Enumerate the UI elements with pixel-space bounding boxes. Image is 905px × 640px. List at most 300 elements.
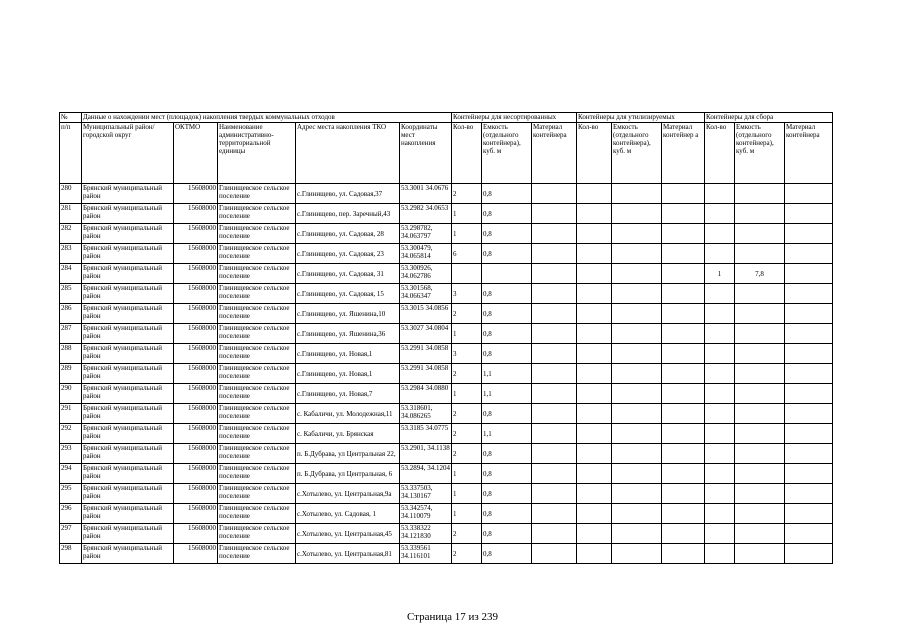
cell-settlement: Глинищевское сельское поселение xyxy=(218,324,296,344)
cell-qty-recycle xyxy=(577,424,612,444)
table-row xyxy=(60,264,833,284)
cell-oktmo: 15608000 xyxy=(174,304,218,324)
cell-qty-collect xyxy=(705,464,735,484)
header-group-location: Данные о нахождении мест (площадок) накопления твердых коммунальных отходов xyxy=(82,113,452,123)
cell-capacity-recycle xyxy=(612,344,662,364)
cell-coordinates: 53.338322 34.121830 xyxy=(400,524,452,544)
cell-capacity-recycle xyxy=(612,484,662,504)
cell-material-recycle xyxy=(662,284,705,304)
cell-coordinates: 53.300479, 34.065814 xyxy=(400,244,452,264)
cell-material-recycle xyxy=(662,244,705,264)
cell-row-number: 295 xyxy=(60,484,82,504)
table-row xyxy=(60,344,833,364)
cell-material-unsorted xyxy=(532,544,577,564)
table-row xyxy=(60,244,833,264)
cell-district: Брянский муниципальный район xyxy=(82,404,174,424)
cell-capacity-unsorted: 0,8 xyxy=(482,204,532,224)
cell-capacity-recycle xyxy=(612,224,662,244)
table-row xyxy=(60,324,833,344)
cell-qty-collect xyxy=(705,344,735,364)
cell-capacity-unsorted: 0,8 xyxy=(482,524,532,544)
cell-row-number: 285 xyxy=(60,284,82,304)
cell-settlement: Глинищевское сельское поселение xyxy=(218,464,296,484)
cell-address: с.Глинищево, ул. Садовая, 15 xyxy=(296,284,400,304)
cell-qty-unsorted: 1 xyxy=(452,324,482,344)
table-row xyxy=(60,544,833,564)
cell-district: Брянский муниципальный район xyxy=(82,324,174,344)
cell-qty-recycle xyxy=(577,544,612,564)
cell-capacity-unsorted: 0,8 xyxy=(482,444,532,464)
cell-material-unsorted xyxy=(532,504,577,524)
cell-material-collect xyxy=(785,184,833,204)
cell-address: с.Глинищево, ул. Новая,1 xyxy=(296,344,400,364)
cell-settlement: Глинищевское сельское поселение xyxy=(218,264,296,284)
cell-material-collect xyxy=(785,464,833,484)
cell-capacity-unsorted: 0,8 xyxy=(482,544,532,564)
cell-capacity-unsorted: 0,8 xyxy=(482,404,532,424)
cell-oktmo: 15608000 xyxy=(174,224,218,244)
cell-district: Брянский муниципальный район xyxy=(82,284,174,304)
cell-coordinates: 53.342574, 34.110079 xyxy=(400,504,452,524)
cell-address: с.Глинищево, ул. Садовая, 23 xyxy=(296,244,400,264)
cell-capacity-collect xyxy=(735,184,785,204)
cell-material-unsorted xyxy=(532,264,577,284)
table-row xyxy=(60,364,833,384)
cell-qty-collect xyxy=(705,204,735,224)
cell-qty-collect xyxy=(705,444,735,464)
cell-row-number: 283 xyxy=(60,244,82,264)
cell-address: п. Б.Дубрава, ул Центральная, 6 xyxy=(296,464,400,484)
cell-row-number: 288 xyxy=(60,344,82,364)
cell-qty-recycle xyxy=(577,524,612,544)
cell-qty-recycle xyxy=(577,204,612,224)
cell-material-collect xyxy=(785,404,833,424)
cell-settlement: Глинищевское сельское поселение xyxy=(218,544,296,564)
cell-capacity-collect xyxy=(735,524,785,544)
cell-qty-collect xyxy=(705,504,735,524)
table-row xyxy=(60,484,833,504)
cell-address: с.Хотылево, ул. Садовая, 1 xyxy=(296,504,400,524)
header-material-recycle: Материал контейнер а xyxy=(662,123,705,184)
header-qty-recycle: Кол-во xyxy=(577,123,612,184)
cell-qty-recycle xyxy=(577,324,612,344)
cell-qty-recycle xyxy=(577,384,612,404)
cell-qty-recycle xyxy=(577,344,612,364)
cell-coordinates: 53.339561 34.116101 xyxy=(400,544,452,564)
table-row xyxy=(60,504,833,524)
cell-district: Брянский муниципальный район xyxy=(82,524,174,544)
cell-qty-unsorted: 2 xyxy=(452,524,482,544)
cell-capacity-collect xyxy=(735,404,785,424)
cell-material-unsorted xyxy=(532,204,577,224)
header-group-recycle: Контейнеры для утилизируемых xyxy=(577,113,705,123)
cell-material-recycle xyxy=(662,364,705,384)
header-settlement: Наименование административно-территориальной единицы xyxy=(218,123,296,184)
cell-material-unsorted xyxy=(532,424,577,444)
cell-coordinates: 53.2984 34.0880 xyxy=(400,384,452,404)
cell-capacity-recycle xyxy=(612,304,662,324)
cell-row-number: 298 xyxy=(60,544,82,564)
cell-address: с. Кабаличи, ул. Молодежная,11 xyxy=(296,404,400,424)
cell-oktmo: 15608000 xyxy=(174,544,218,564)
header-pp: п/п xyxy=(60,123,82,184)
cell-qty-collect xyxy=(705,324,735,344)
cell-capacity-recycle xyxy=(612,244,662,264)
cell-material-collect xyxy=(785,204,833,224)
cell-row-number: 291 xyxy=(60,404,82,424)
header-group-unsorted: Контейнеры для несортированных xyxy=(452,113,577,123)
cell-material-recycle xyxy=(662,544,705,564)
cell-material-collect xyxy=(785,524,833,544)
header-qty-collect: Кол-во xyxy=(705,123,735,184)
table-row xyxy=(60,424,833,444)
cell-address: с.Хотылево, ул. Центральная,9а xyxy=(296,484,400,504)
cell-row-number: 294 xyxy=(60,464,82,484)
cell-material-unsorted xyxy=(532,404,577,424)
cell-qty-collect xyxy=(705,424,735,444)
cell-qty-unsorted: 2 xyxy=(452,444,482,464)
cell-oktmo: 15608000 xyxy=(174,364,218,384)
cell-address: с.Глинищево, ул. Новая,7 xyxy=(296,384,400,404)
cell-capacity-recycle xyxy=(612,364,662,384)
cell-row-number: 289 xyxy=(60,364,82,384)
cell-material-collect xyxy=(785,324,833,344)
cell-settlement: Глинищевское сельское поселение xyxy=(218,484,296,504)
cell-address: с.Глинищево, ул. Яшенина,36 xyxy=(296,324,400,344)
cell-capacity-recycle xyxy=(612,544,662,564)
cell-qty-unsorted: 3 xyxy=(452,344,482,364)
cell-coordinates: 53.2894, 34.1204 xyxy=(400,464,452,484)
cell-qty-unsorted: 1 xyxy=(452,504,482,524)
cell-qty-recycle xyxy=(577,244,612,264)
cell-qty-recycle xyxy=(577,504,612,524)
cell-oktmo: 15608000 xyxy=(174,244,218,264)
cell-material-collect xyxy=(785,364,833,384)
table-row xyxy=(60,224,833,244)
cell-oktmo: 15608000 xyxy=(174,384,218,404)
cell-capacity-collect xyxy=(735,304,785,324)
cell-capacity-collect xyxy=(735,424,785,444)
cell-coordinates: 53.318601, 34.086265 xyxy=(400,404,452,424)
cell-qty-unsorted: 3 xyxy=(452,284,482,304)
cell-row-number: 292 xyxy=(60,424,82,444)
cell-qty-recycle xyxy=(577,224,612,244)
cell-settlement: Глинищевское сельское поселение xyxy=(218,304,296,324)
cell-material-recycle xyxy=(662,524,705,544)
cell-oktmo: 15608000 xyxy=(174,404,218,424)
cell-address: с. Кабаличи, ул. Брянская xyxy=(296,424,400,444)
cell-qty-recycle xyxy=(577,404,612,424)
cell-row-number: 287 xyxy=(60,324,82,344)
cell-capacity-recycle xyxy=(612,284,662,304)
cell-capacity-recycle xyxy=(612,444,662,464)
cell-row-number: 284 xyxy=(60,264,82,284)
cell-coordinates: 53.301568, 34.066347 xyxy=(400,284,452,304)
cell-coordinates: 53.337503, 34.130167 xyxy=(400,484,452,504)
cell-capacity-collect xyxy=(735,344,785,364)
header-material-collect: Материал контейнера xyxy=(785,123,833,184)
cell-qty-unsorted: 6 xyxy=(452,244,482,264)
cell-qty-unsorted: 2 xyxy=(452,364,482,384)
cell-address: с.Глинищево, пер. Заречный,43 xyxy=(296,204,400,224)
cell-district: Брянский муниципальный район xyxy=(82,184,174,204)
cell-oktmo: 15608000 xyxy=(174,204,218,224)
cell-qty-collect xyxy=(705,244,735,264)
table-row xyxy=(60,524,833,544)
cell-settlement: Глинищевское сельское поселение xyxy=(218,364,296,384)
cell-capacity-collect xyxy=(735,364,785,384)
header-material-unsorted: Материал контейнера xyxy=(532,123,577,184)
cell-qty-recycle xyxy=(577,484,612,504)
cell-district: Брянский муниципальный район xyxy=(82,304,174,324)
cell-capacity-unsorted: 1,1 xyxy=(482,364,532,384)
header-row-columns xyxy=(60,123,833,184)
cell-oktmo: 15608000 xyxy=(174,444,218,464)
page-counter: Страница 17 из 239 xyxy=(406,611,499,623)
cell-material-unsorted xyxy=(532,244,577,264)
cell-qty-collect xyxy=(705,544,735,564)
header-no: № xyxy=(60,113,82,123)
cell-capacity-unsorted: 0,8 xyxy=(482,344,532,364)
cell-settlement: Глинищевское сельское поселение xyxy=(218,184,296,204)
cell-oktmo: 15608000 xyxy=(174,284,218,304)
cell-qty-collect: 1 xyxy=(705,264,735,284)
cell-capacity-unsorted: 1,1 xyxy=(482,384,532,404)
cell-capacity-unsorted: 0,8 xyxy=(482,504,532,524)
cell-qty-unsorted: 1 xyxy=(452,224,482,244)
cell-qty-unsorted: 2 xyxy=(452,544,482,564)
cell-row-number: 286 xyxy=(60,304,82,324)
cell-qty-collect xyxy=(705,484,735,504)
table-row xyxy=(60,284,833,304)
cell-district: Брянский муниципальный район xyxy=(82,464,174,484)
cell-capacity-recycle xyxy=(612,264,662,284)
cell-address: с.Глинищево, ул. Новая,1 xyxy=(296,364,400,384)
cell-material-collect xyxy=(785,264,833,284)
cell-settlement: Глинищевское сельское поселение xyxy=(218,204,296,224)
cell-material-recycle xyxy=(662,484,705,504)
cell-address: с.Глинищево, ул. Садовая,37 xyxy=(296,184,400,204)
cell-material-collect xyxy=(785,244,833,264)
cell-qty-collect xyxy=(705,384,735,404)
cell-capacity-unsorted: 0,8 xyxy=(482,484,532,504)
cell-district: Брянский муниципальный район xyxy=(82,204,174,224)
cell-material-collect xyxy=(785,504,833,524)
cell-qty-collect xyxy=(705,364,735,384)
cell-qty-recycle xyxy=(577,264,612,284)
cell-oktmo: 15608000 xyxy=(174,324,218,344)
cell-capacity-recycle xyxy=(612,204,662,224)
cell-district: Брянский муниципальный район xyxy=(82,364,174,384)
cell-qty-collect xyxy=(705,404,735,424)
cell-qty-unsorted: 1 xyxy=(452,384,482,404)
cell-capacity-unsorted: 0,8 xyxy=(482,324,532,344)
cell-qty-unsorted: 1 xyxy=(452,464,482,484)
cell-capacity-collect xyxy=(735,504,785,524)
cell-qty-recycle xyxy=(577,464,612,484)
header-address: Адрес места накопления ТКО xyxy=(296,123,400,184)
cell-capacity-collect xyxy=(735,244,785,264)
cell-coordinates: 53.2982 34.0653 xyxy=(400,204,452,224)
cell-material-recycle xyxy=(662,304,705,324)
cell-capacity-unsorted xyxy=(482,264,532,284)
cell-district: Брянский муниципальный район xyxy=(82,224,174,244)
cell-settlement: Глинищевское сельское поселение xyxy=(218,284,296,304)
cell-capacity-collect: 7,8 xyxy=(735,264,785,284)
cell-settlement: Глинищевское сельское поселение xyxy=(218,524,296,544)
cell-row-number: 296 xyxy=(60,504,82,524)
cell-material-recycle xyxy=(662,384,705,404)
cell-material-unsorted xyxy=(532,524,577,544)
cell-qty-recycle xyxy=(577,304,612,324)
cell-qty-collect xyxy=(705,304,735,324)
cell-district: Брянский муниципальный район xyxy=(82,444,174,464)
cell-material-unsorted xyxy=(532,224,577,244)
cell-row-number: 281 xyxy=(60,204,82,224)
cell-capacity-collect xyxy=(735,324,785,344)
cell-settlement: Глинищевское сельское поселение xyxy=(218,224,296,244)
cell-capacity-recycle xyxy=(612,404,662,424)
header-coords: Координаты мест накопления xyxy=(400,123,452,184)
cell-oktmo: 15608000 xyxy=(174,484,218,504)
cell-material-recycle xyxy=(662,464,705,484)
cell-coordinates: 53.3185 34.0775 xyxy=(400,424,452,444)
cell-settlement: Глинищевское сельское поселение xyxy=(218,244,296,264)
cell-capacity-recycle xyxy=(612,464,662,484)
cell-address: с.Хотылево, ул. Центральная,45 xyxy=(296,524,400,544)
cell-address: с.Глинищево, ул. Садовая, 31 xyxy=(296,264,400,284)
header-row-groups xyxy=(60,113,833,123)
cell-coordinates: 53.3015 34.0856 xyxy=(400,304,452,324)
cell-material-unsorted xyxy=(532,484,577,504)
cell-coordinates: 53.2991 34.0858 xyxy=(400,344,452,364)
header-capacity-collect: Емкость (отдельного контейнера), куб. м xyxy=(735,123,785,184)
cell-material-recycle xyxy=(662,204,705,224)
cell-material-unsorted xyxy=(532,464,577,484)
cell-oktmo: 15608000 xyxy=(174,344,218,364)
table-row xyxy=(60,204,833,224)
cell-oktmo: 15608000 xyxy=(174,464,218,484)
cell-material-recycle xyxy=(662,444,705,464)
cell-oktmo: 15608000 xyxy=(174,524,218,544)
cell-district: Брянский муниципальный район xyxy=(82,504,174,524)
table-row xyxy=(60,304,833,324)
cell-coordinates: 53.3001 34.0676 xyxy=(400,184,452,204)
cell-material-unsorted xyxy=(532,444,577,464)
cell-coordinates: 53.2991 34.0858 xyxy=(400,364,452,384)
cell-settlement: Глинищевское сельское поселение xyxy=(218,424,296,444)
cell-coordinates: 53.3027 34.0804 xyxy=(400,324,452,344)
cell-material-unsorted xyxy=(532,304,577,324)
cell-material-collect xyxy=(785,284,833,304)
cell-coordinates: 53.2901, 34.1138 xyxy=(400,444,452,464)
cell-district: Брянский муниципальный район xyxy=(82,384,174,404)
cell-qty-recycle xyxy=(577,364,612,384)
cell-district: Брянский муниципальный район xyxy=(82,264,174,284)
cell-oktmo: 15608000 xyxy=(174,424,218,444)
cell-material-collect xyxy=(785,484,833,504)
cell-material-unsorted xyxy=(532,364,577,384)
cell-address: п. Б.Дубрава, ул Центральная 22, xyxy=(296,444,400,464)
cell-qty-unsorted: 2 xyxy=(452,304,482,324)
cell-row-number: 282 xyxy=(60,224,82,244)
cell-district: Брянский муниципальный район xyxy=(82,484,174,504)
cell-material-unsorted xyxy=(532,344,577,364)
cell-capacity-unsorted: 0,8 xyxy=(482,464,532,484)
cell-district: Брянский муниципальный район xyxy=(82,424,174,444)
cell-material-unsorted xyxy=(532,384,577,404)
cell-qty-unsorted: 1 xyxy=(452,204,482,224)
cell-material-collect xyxy=(785,344,833,364)
cell-coordinates: 53.300926, 34.062786 xyxy=(400,264,452,284)
cell-settlement: Глинищевское сельское поселение xyxy=(218,404,296,424)
cell-capacity-recycle xyxy=(612,324,662,344)
cell-district: Брянский муниципальный район xyxy=(82,544,174,564)
cell-material-collect xyxy=(785,444,833,464)
cell-district: Брянский муниципальный район xyxy=(82,344,174,364)
cell-capacity-collect xyxy=(735,224,785,244)
cell-capacity-collect xyxy=(735,484,785,504)
cell-capacity-collect xyxy=(735,444,785,464)
cell-capacity-unsorted: 0,8 xyxy=(482,184,532,204)
cell-material-recycle xyxy=(662,184,705,204)
cell-material-recycle xyxy=(662,324,705,344)
cell-qty-unsorted: 2 xyxy=(452,184,482,204)
cell-capacity-recycle xyxy=(612,504,662,524)
cell-qty-unsorted xyxy=(452,264,482,284)
cell-qty-collect xyxy=(705,184,735,204)
cell-address: с.Глинищево, ул. Яшенина,10 xyxy=(296,304,400,324)
cell-settlement: Глинищевское сельское поселение xyxy=(218,344,296,364)
cell-row-number: 290 xyxy=(60,384,82,404)
cell-qty-recycle xyxy=(577,184,612,204)
cell-coordinates: 53.298782, 34.063797 xyxy=(400,224,452,244)
cell-row-number: 293 xyxy=(60,444,82,464)
cell-material-collect xyxy=(785,304,833,324)
cell-row-number: 297 xyxy=(60,524,82,544)
cell-settlement: Глинищевское сельское поселение xyxy=(218,384,296,404)
cell-qty-collect xyxy=(705,524,735,544)
cell-material-recycle xyxy=(662,504,705,524)
waste-sites-table xyxy=(59,112,833,564)
cell-qty-recycle xyxy=(577,284,612,304)
cell-oktmo: 15608000 xyxy=(174,504,218,524)
cell-oktmo: 15608000 xyxy=(174,264,218,284)
cell-capacity-collect xyxy=(735,204,785,224)
cell-capacity-recycle xyxy=(612,424,662,444)
cell-material-recycle xyxy=(662,344,705,364)
cell-material-collect xyxy=(785,224,833,244)
header-district: Муниципальный район/городской округ xyxy=(82,123,174,184)
cell-material-unsorted xyxy=(532,184,577,204)
cell-capacity-recycle xyxy=(612,384,662,404)
cell-material-recycle xyxy=(662,404,705,424)
cell-material-collect xyxy=(785,544,833,564)
table-row xyxy=(60,384,833,404)
table-row xyxy=(60,444,833,464)
cell-qty-collect xyxy=(705,284,735,304)
cell-capacity-collect xyxy=(735,384,785,404)
cell-capacity-unsorted: 0,8 xyxy=(482,244,532,264)
cell-capacity-recycle xyxy=(612,524,662,544)
cell-material-recycle xyxy=(662,424,705,444)
cell-material-recycle xyxy=(662,264,705,284)
cell-material-unsorted xyxy=(532,284,577,304)
cell-qty-unsorted: 1 xyxy=(452,484,482,504)
cell-capacity-collect xyxy=(735,544,785,564)
header-oktmo: ОКТМО xyxy=(174,123,218,184)
header-capacity-recycle: Емкость (отдельного контейнера), куб. м xyxy=(612,123,662,184)
